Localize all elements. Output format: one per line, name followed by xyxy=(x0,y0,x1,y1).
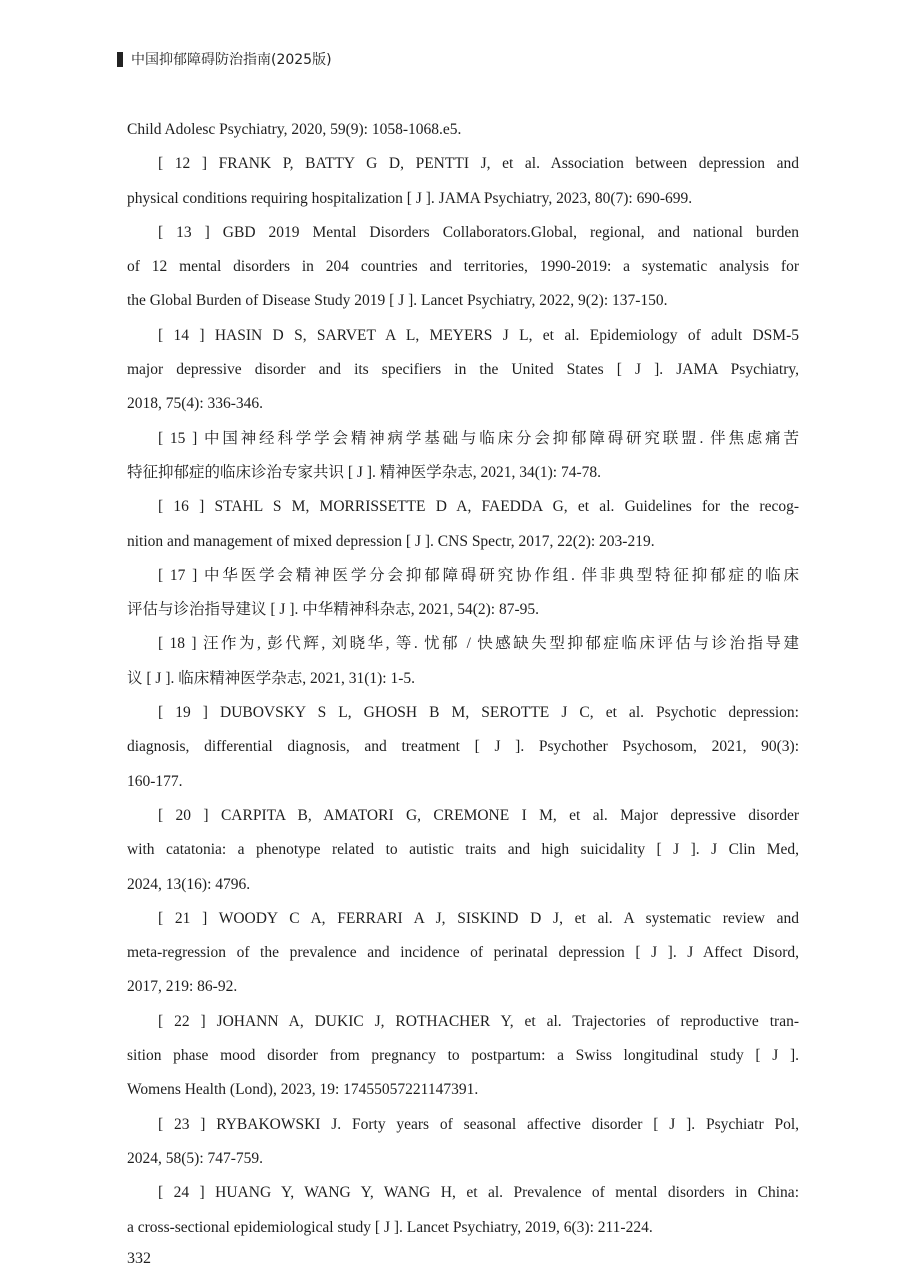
running-header xyxy=(117,49,332,69)
header-title: 中国抑郁障碍防治指南(2025版) xyxy=(131,52,332,68)
reference-entry xyxy=(127,319,799,422)
reference-line: [ 15 ] 中国神经科学学会精神病学基础与临床分会抑郁障碍研究联盟. 伴焦虑痛苦 xyxy=(158,429,799,447)
reference-entry xyxy=(127,490,799,559)
reference-entry xyxy=(127,696,799,799)
reference-entry xyxy=(127,559,799,628)
reference-line: [ 14 ] HASIN D S, SARVET A L, MEYERS J L, et al. Epidemiology of adult DSM-5 xyxy=(158,326,799,344)
reference-line: major depressive disorder and its specifiers in the United States [ J ]. JAMA Psychiatry, xyxy=(127,361,799,379)
reference-line: [ 16 ] STAHL S M, MORRISSETTE D A, FAEDDA G, et al. Guidelines for the recog- xyxy=(158,498,799,516)
reference-line: nition and management of mixed depression [ J ]. CNS Spectr, 2017, 22(2): 203-219. xyxy=(127,532,655,550)
reference-entry xyxy=(127,113,799,147)
reference-entry xyxy=(127,799,799,902)
reference-line: a cross-sectional epidemiological study [ J ]. Lancet Psychiatry, 2019, 6(3): 211-224. xyxy=(127,1218,653,1236)
reference-line: with catatonia: a phenotype related to autistic traits and high suicidality [ J ]. J Clin Med, xyxy=(127,841,799,859)
reference-entry xyxy=(127,627,799,696)
reference-line: 2024, 58(5): 747-759. xyxy=(127,1149,264,1167)
reference-line: 2017, 219: 86-92. xyxy=(127,978,238,996)
reference-line: [ 18 ] 汪作为, 彭代辉, 刘晓华, 等. 忧郁 / 快感缺失型抑郁症临床评估与诊治指导建 xyxy=(158,635,799,653)
reference-line: diagnosis, differential diagnosis, and treatment [ J ]. Psychother Psychosom, 2021, 90(3): xyxy=(127,738,799,756)
reference-line: [ 13 ] GBD 2019 Mental Disorders Collaborators.Global, regional, and national burden xyxy=(158,223,799,241)
reference-line: physical conditions requiring hospitalization [ J ]. JAMA Psychiatry, 2023, 80(7): 690-699. xyxy=(127,189,693,207)
reference-line: Womens Health (Lond), 2023, 19: 17455057221147391. xyxy=(127,1081,479,1099)
reference-line: [ 12 ] FRANK P, BATTY G D, PENTTI J, et al. Association between depression and xyxy=(158,155,799,173)
page-number: 332 xyxy=(127,1250,151,1267)
reference-entry xyxy=(127,216,799,319)
reference-line: 2024, 13(16): 4796. xyxy=(127,875,251,893)
reference-line: 议 [ J ]. 临床精神医学杂志, 2021, 31(1): 1-5. xyxy=(127,669,416,687)
reference-line: 160-177. xyxy=(127,772,183,790)
reference-line: [ 23 ] RYBAKOWSKI J. Forty years of seasonal affective disorder [ J ]. Psychiatr Pol, xyxy=(158,1115,799,1133)
reference-line: 评估与诊治指导建议 [ J ]. 中华精神科杂志, 2021, 54(2): 87-95. xyxy=(127,601,540,619)
reference-entry xyxy=(127,1108,799,1177)
header-marker-icon xyxy=(117,52,123,67)
reference-entry xyxy=(127,147,799,216)
reference-entry xyxy=(127,902,799,1005)
reference-line: 特征抑郁症的临床诊治专家共识 [ J ]. 精神医学杂志, 2021, 34(1): 74-78. xyxy=(127,463,602,481)
reference-entry xyxy=(127,1005,799,1108)
reference-line: sition phase mood disorder from pregnancy to postpartum: a Swiss longitudinal study [ J ]. xyxy=(127,1047,799,1065)
reference-list xyxy=(127,113,799,1245)
reference-line: meta-regression of the prevalence and incidence of perinatal depression [ J ]. J Affect Disord, xyxy=(127,944,799,962)
reference-line: the Global Burden of Disease Study 2019 [ J ]. Lancet Psychiatry, 2022, 9(2): 137-150. xyxy=(127,292,668,310)
reference-line: [ 22 ] JOHANN A, DUKIC J, ROTHACHER Y, et al. Trajectories of reproductive tran- xyxy=(158,1012,799,1030)
reference-line: of 12 mental disorders in 204 countries and territories, 1990-2019: a systematic analysis for xyxy=(127,258,799,276)
reference-entry xyxy=(127,1176,799,1245)
reference-entry xyxy=(127,422,799,491)
reference-line: [ 21 ] WOODY C A, FERRARI A J, SISKIND D J, et al. A systematic review and xyxy=(158,909,799,927)
reference-line: 2018, 75(4): 336-346. xyxy=(127,395,264,413)
reference-line: Child Adolesc Psychiatry, 2020, 59(9): 1058-1068.e5. xyxy=(127,121,462,138)
reference-line: [ 19 ] DUBOVSKY S L, GHOSH B M, SEROTTE J C, et al. Psychotic depression: xyxy=(158,704,799,722)
reference-line: [ 20 ] CARPITA B, AMATORI G, CREMONE I M, et al. Major depressive disorder xyxy=(158,806,799,824)
reference-line: [ 17 ] 中华医学会精神医学分会抑郁障碍研究协作组. 伴非典型特征抑郁症的临床 xyxy=(158,566,799,584)
reference-line: [ 24 ] HUANG Y, WANG Y, WANG H, et al. Prevalence of mental disorders in China: xyxy=(158,1184,799,1202)
